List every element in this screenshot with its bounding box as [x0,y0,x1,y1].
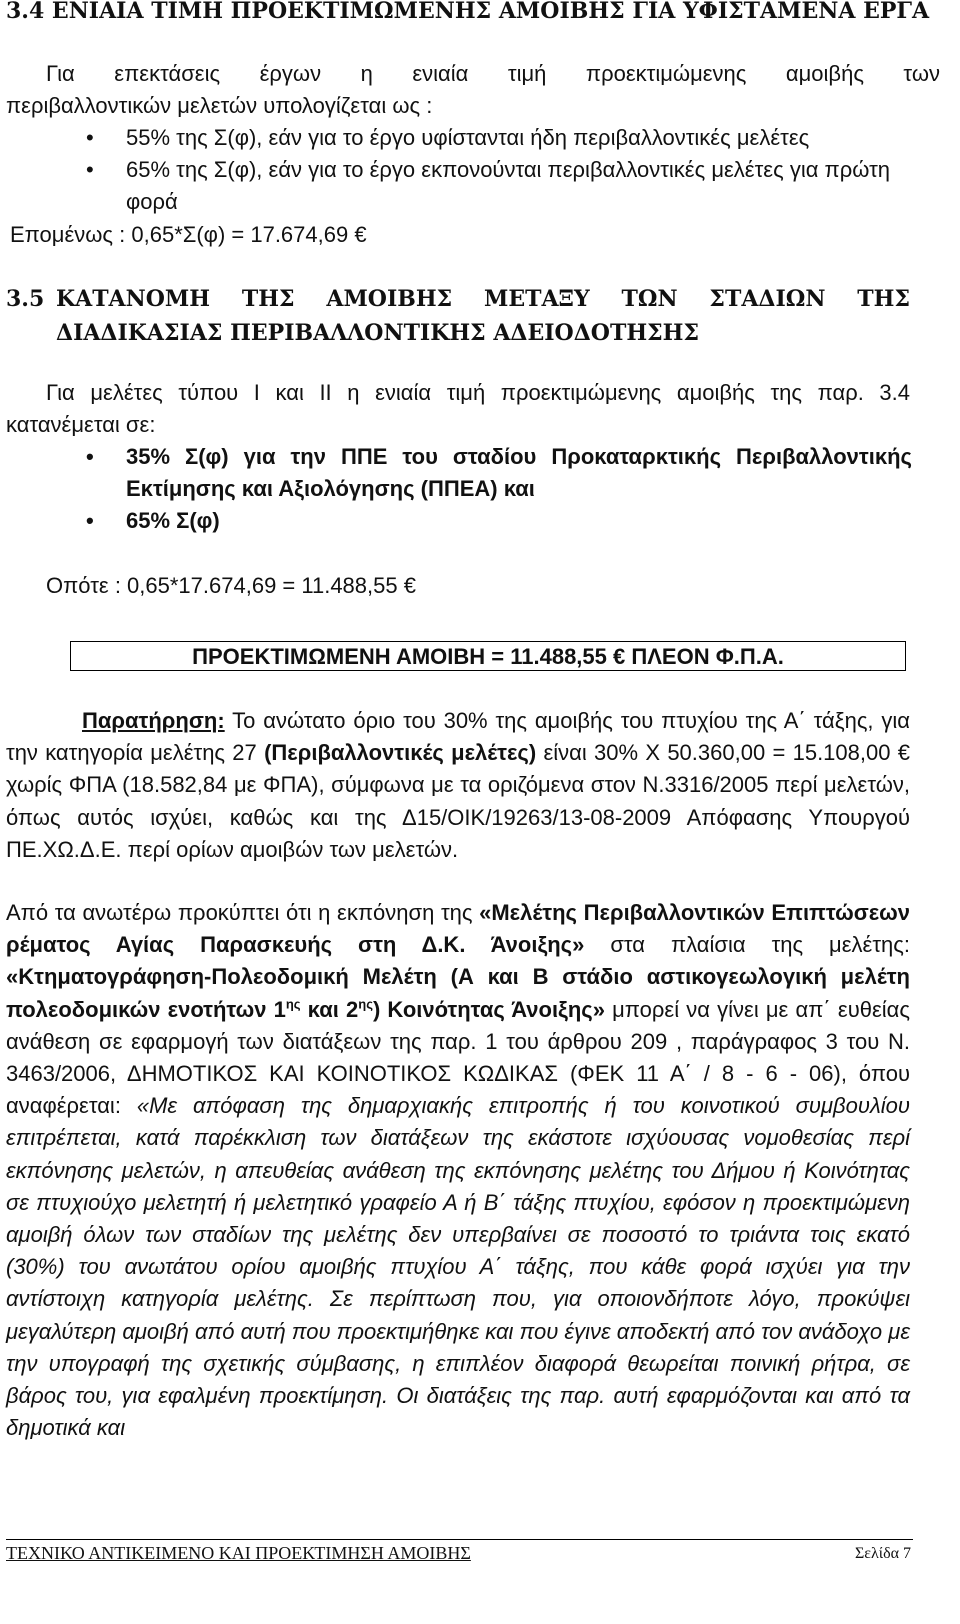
intro-line-1: Για επεκτάσεις έργων η ενιαία τιμή προεκτιμώμενης αμοιβής των [46,61,940,86]
para-text: Από τα ανωτέρω προκύπτει ότι η εκπόνηση της [6,900,480,925]
para-bold: και 2 [300,996,359,1022]
note-text: Το ανώτατο όριο του 30% της αμοιβής του πτυχίου της Α΄ τάξης, για την κατηγορία μελέτης 27 [6,708,910,766]
section-3-5-intro [6,377,910,441]
footer-title: ΤΕΧΝΙΚΟ ΑΝΤΙΚΕΙΜΕΝΟ ΚΑΙ ΠΡΟΕΚΤΙΜΗΣΗ ΑΜΟΙΒΗΣ [6,1543,471,1563]
intro-line-1: Για μελέτες τύπου Ι και ΙΙ η ενιαία τιμή προεκτιμώμενης αμοιβής της παρ. 3.4 [46,380,910,405]
note-text: είναι 30% Χ 50.360,00 = 15.108,00 € χωρίς ΦΠΑ (18.582,84 με ΦΠΑ), σύμφωνα με τα οριζόμενα στον Ν.3316/2005 περί μελετών, όπως αυτός ισχύει, καθώς και της Δ15/ΟΙΚ/19263/13-08-2009 Απόφασης Υπουργού ΠΕ.ΧΩ.Δ.Ε. περί ορίων αμοιβών των μελετών. [6,740,910,862]
para-text: στα πλαίσια της μελέτης: [584,932,910,958]
section-number: 3.5 [6,286,45,312]
heading-line-2: ΔΙΑΔΙΚΑΣΙΑΣ ΠΕΡΙΒΑΛΛΟΝΤΙΚΗΣ ΑΔΕΙΟΔΟΤΗΣΗΣ [56,320,699,346]
bullet-item: • 55% της Σ(φ), εάν για το έργο υφίστανται ήδη περιβαλλοντικές μελέτες [6,122,940,154]
para-bold: «Μελέτης Περιβαλλοντικών Επιπτώσεων ρέματος Αγίας Παρασκευής στη Δ.Κ. Άνοιξης» [6,900,911,958]
section-3-4-heading: 3.4 ΕΝΙΑΙΑ ΤΙΜΗ ΠΡΟΕΚΤΙΜΩΜΕΝΗΣ ΑΜΟΙΒΗΣ ΓΙΑ ΥΦΙΣΤΑΜΕΝΑ ΕΡΓΑ [6,0,930,24]
section-3-4-result: Επομένως : 0,65*Σ(φ) = 17.674,69 € [10,222,367,247]
section-3-4-intro [6,58,940,122]
para-quote: «Με απόφαση της δημαρχιακής επιτροπής ή του κοινοτικού συμβουλίου επιτρέπεται, κατά παρέκκλιση των διατάξεων της εκάστοτε ισχύουσας νομοθεσίας περί εκπόνησης μελετών, η απευθείας ανάθεση της εκπόνησης μελέτης του Δήμου ή Κοινότητας σε πτυχιούχο μελετητή ή μελετητικό γραφείο Α ή Β΄ τάξης πτυχίου, εφόσον η προεκτιμώμενη αμοιβή όλων των σταδίων της μελέτης δεν υπερβαίνει σε ποσοστό το τριάντα τοις εκατό (30%) του ανωτάτου ορίου αμοιβής πτυχίου Α΄ τάξης, που κάθε φορά ισχύει για την αντίστοιχη κατηγορία μελέτης. Σε περίπτωση που, για οποιονδήποτε λόγο, προκύψει μεγαλύτερη αμοιβή από αυτή που προεκτιμήθηκε και που έγινε αποδεκτή από τον ανάδοχο με την υπογραφή της σχετικής σύμβασης, η επιπλέον διαφορά θεωρείται ποινική ρήτρα, σε βάρος του, για εφαλμένη προεκτίμηση. Οι διατάξεις της παρ. αυτή εφαρμόζονται και από τα δημοτικά και [6,1093,910,1441]
main-paragraph [6,897,910,1444]
note-bold: (Περιβαλλοντικές μελέτες) [264,740,537,766]
para-bold: «Κτηματογράφηση-Πολεοδομική Μελέτη (Α και Β στάδιο αστικογεωλογική μελέτη πολεοδομικών ενοτήτων 1 [6,964,910,1022]
superscript: ης [358,996,373,1012]
section-3-4-bullets [6,122,940,219]
bullet-item: • 65% της Σ(φ), εάν για το έργο εκπονούνται περιβαλλοντικές μελέτες για πρώτη φορά [6,154,916,218]
note-paragraph [6,705,910,866]
intro-line-2: κατανέμεται σε: [6,412,156,438]
section-3-5-result: Οπότε : 0,65*17.674,69 = 11.488,55 € [46,573,416,598]
page-number: Σελίδα 7 [854,1545,911,1562]
footer-divider [6,1539,913,1540]
section-3-5-heading [6,282,940,350]
para-text: μπορεί να γίνει με απ΄ ευθείας ανάθεση σε εφαρμογή των διατάξεων της παρ. 1 του άρθρου 209 , παράγραφος 3 του Ν. 3463/2006, ΔΗΜΟΤΙΚΟΣ ΚΑΙ ΚΟΙΝΟΤΙΚΟΣ ΚΩΔΙΚΑΣ (ΦΕΚ 11 Α΄ / 8 - 6 - 06), όπου αναφέρεται: [6,996,910,1119]
note-label: Παρατήρηση: [82,708,225,733]
bullet-item: • 35% Σ(φ) για την ΠΠΕ του σταδίου Προκαταρκτικής Περιβαλλοντικής Εκτίμησης και Αξιολόγησης (ΠΠΕΑ) και [6,441,912,505]
heading-line-1: ΚΑΤΑΝΟΜΗ ΤΗΣ ΑΜΟΙΒΗΣ ΜΕΤΑΞΥ ΤΩΝ ΣΤΑΔΙΩΝ ΤΗΣ [56,286,910,312]
section-3-5-bullets [6,441,912,538]
superscript: ης [285,996,301,1012]
bullet-item: • 65% Σ(φ) [6,505,912,537]
para-bold: ) Κοινότητας Άνοιξης» [372,996,605,1022]
intro-line-2: περιβαλλοντικών μελετών υπολογίζεται ως : [6,93,433,119]
estimated-fee-box: ΠΡΟΕΚΤΙΜΩΜΕΝΗ ΑΜΟΙΒΗ = 11.488,55 € ΠΛΕΟΝ Φ.Π.Α. [70,641,906,671]
